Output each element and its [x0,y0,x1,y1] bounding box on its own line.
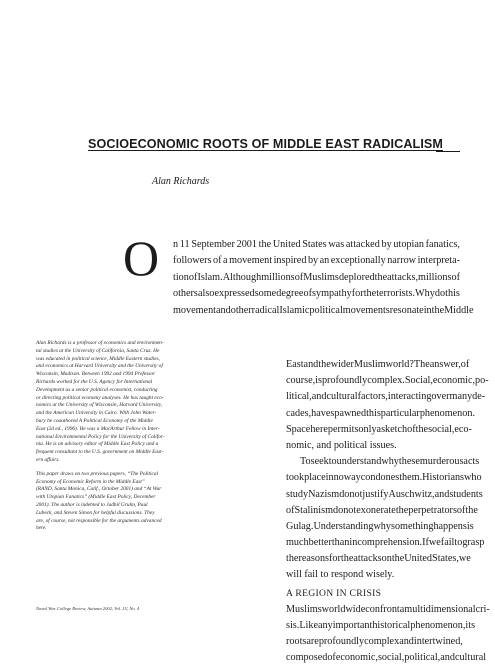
bio-line: tal studies at the University of California, Santa Cruz. He [36,347,160,354]
journal-citation: Naval War College Review, Autumn 2002, Vol. LV, No. 4 [36,606,140,611]
intro-line: movement and other radical Islamic political movements resonate in the Middle [173,304,474,316]
note-line: with Utopian Fanatics” (Middle East Policy, December [36,494,156,501]
article-author: Alan Richards [152,176,210,187]
body-line: took place in no way condones them. Historians who [286,472,482,484]
body-line: study Nazism do not justify Auschwitz, and students [286,488,483,500]
body-line: roots are profoundly complex and intertwined, [286,636,463,648]
body-line: Gulag. Understanding why something happens is [286,520,474,532]
bio-line: national Environmental Policy for the University of Califor- [36,433,165,440]
body-line: Space here permits only a sketch of the social, eco- [286,423,472,435]
bio-line: or directing political economy analyses. He has taught eco- [36,394,164,401]
bio-line: and the American University in Cairo. With John Water- [36,410,157,417]
intro-paragraph [123,230,474,319]
bio-line: bury he coauthored A Political Economy of the Middle [36,417,153,424]
note-line: here. [36,525,47,532]
bio-line: Wisconsin, Madison. Between 1992 and 1994 Professor [36,371,156,378]
bio-line: East (2d ed., 1996). He was a MacArthur Fellow in Inter- [36,425,160,432]
body-line: Muslims worldwide confront a multidimensional cri- [286,603,490,615]
body-line: sis. Like any important historical phenomenon, its [286,620,476,631]
note-line: 2001). The author is indebted to Jadhil Grulm, Paul [36,501,148,508]
note-line: Economy of Economic Reform in the Middle East” [36,478,145,485]
intro-line: tion of Islam. Although millions of Muslims deplored the attacks, millions of [173,271,460,283]
bio-line: Alan Richards is a professor of economics and environmen- [36,340,164,346]
body-column [286,357,490,667]
body-line: the reasons for the attacks on the United States, we [286,553,471,565]
bio-line: frequent consultant to the U.S. government on Middle East- [36,449,164,456]
bio-line: Richards worked for the U.S. Agency for International [36,378,153,385]
bio-line: was educated in political science, Middle Eastern studies, [36,355,160,362]
note-line: Lubeck, and Steven Simon for helpful discussions. They [36,509,155,516]
body-line: cades, have spawned this particular phenomenon. [286,407,475,419]
bio-line: nia. He is an advisory editor of Middle East Policy and a [36,441,159,448]
author-sidebar [36,340,272,533]
body-line: will fail to respond wisely. [286,569,395,581]
intro-line: n 11 September 2001 the United States was attacked by utopian fanatics, [173,239,460,250]
title-rule [436,151,460,152]
intro-line: others also expressed some degree of sympathy for the terrorists. Why do this [173,288,460,300]
note-line: are, of course, not responsible for the arguments advanced [36,517,162,524]
note-line: (RAND, Santa Monica, Calif., October 2001) and “At War [36,486,162,493]
body-line: To seek to understand why these murderous acts [300,456,480,468]
section-heading: A REGION IN CRISIS [286,587,382,599]
body-line: of Stalinism do not exonerate the perpetrators of the [286,504,478,516]
article-title: SOCIOECONOMIC ROOTS OF MIDDLE EAST RADICALISM [88,137,444,151]
body-line: composed of economic, social, political, and cultural [286,652,487,664]
bio-line: ern affairs. [36,456,60,463]
body-line: much better than incomprehension. If we fail to grasp [286,537,485,549]
dropcap-letter: O [123,230,160,286]
body-line: nomic, and political issues. [286,439,397,451]
bio-line: and economics at Harvard University and the University of [36,363,163,370]
bio-line: Development as a senior political economist, conducting [36,386,158,393]
intro-line: followers of a movement inspired by an exceptionally narrow interpreta- [173,255,460,267]
bio-line: nomics at the University of Wisconsin, Harvard University, [36,402,163,409]
note-line: This paper draws on two previous papers, “The Political [36,470,158,477]
body-line: litical, and cultural factors, interacting over many de- [286,391,486,403]
body-line: course, is profoundly complex. Social, economic, po- [286,375,489,387]
body-line: East and the wider Muslim world? The answer, of [286,359,470,370]
